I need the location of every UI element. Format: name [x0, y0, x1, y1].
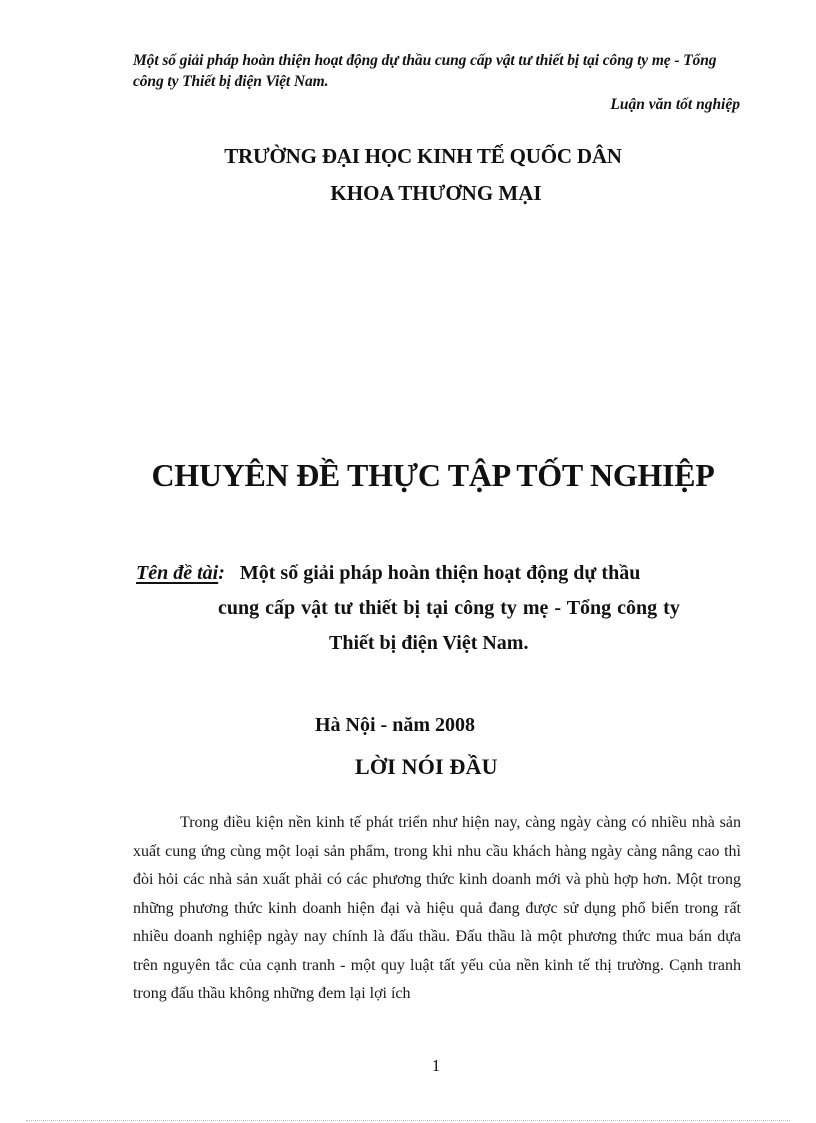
running-header-document-type: Luận văn tốt nghiệp — [610, 96, 740, 113]
topic-text-line-1: Một số giải pháp hoàn thiện hoạt động dự thầu — [239, 562, 641, 584]
page-title: CHUYÊN ĐỀ THỰC TẬP TỐT NGHIỆP — [151, 457, 715, 493]
topic-text-line-2: cung cấp vật tư thiết bị tại công ty mẹ - Tổng công ty — [218, 597, 680, 619]
topic-block — [136, 556, 756, 661]
preface-heading: LỜI NÓI ĐẦU — [355, 754, 498, 779]
topic-colon: : — [218, 562, 225, 584]
topic-line-1 — [136, 556, 756, 591]
topic-label: Tên đề tài — [136, 562, 219, 584]
university-name: TRƯỜNG ĐẠI HỌC KINH TẾ QUỐC DÂN — [224, 144, 622, 168]
topic-text-line-3: Thiết bị điện Việt Nam. — [329, 632, 529, 654]
place-and-date: Hà Nội - năm 2008 — [315, 714, 475, 736]
preface-paragraph: Trong điều kiện nền kinh tế phát triển như hiện nay, càng ngày càng có nhiều nhà sản xuất cung ứng cùng một loại sản phẩm, trong khi nhu cầu khách hàng ngày càng nâng cao thì đòi hỏi các nhà sản xuất phải có các phương thức kinh doanh mới và phù hợp hơn. Một trong những phương thức kinh doanh hiện đại và hiệu quả đang được sử dụng phổ biến trong rất nhiều doanh nghiệp ngày nay chính là đấu thầu. Đấu thầu là một phương thức mua bán dựa trên nguyên tắc của cạnh tranh - một quy luật tất yếu của nền kinh tế thị trường. Cạnh tranh trong đấu thầu không những đem lại lợi ích — [133, 814, 741, 1002]
running-header-title: Một số giải pháp hoàn thiện hoạt động dự thầu cung cấp vật tư thiết bị tại công ty mẹ - Tổng công ty Thiết bị điện Việt Nam. — [133, 52, 717, 90]
faculty-name: KHOA THƯƠNG MẠI — [330, 181, 542, 205]
page-number: 1 — [431, 1056, 441, 1075]
page-edge-divider — [26, 1120, 790, 1121]
